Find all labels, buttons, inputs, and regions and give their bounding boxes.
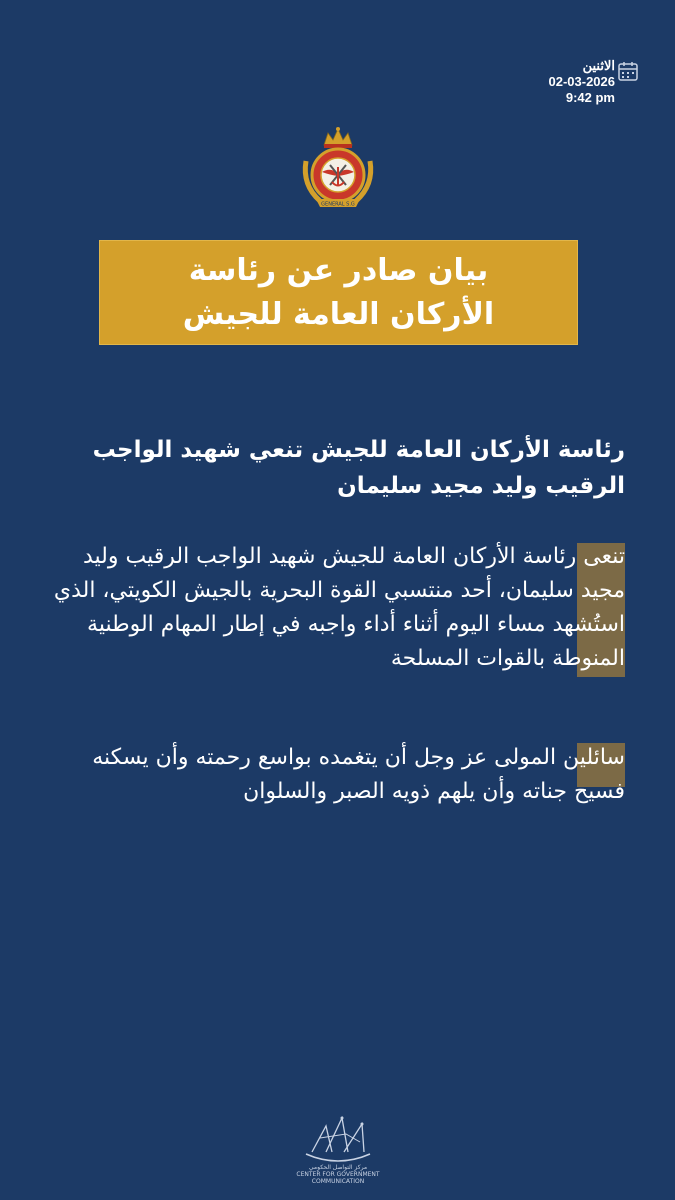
date-label: 02-03-2026 — [548, 74, 615, 89]
footer-caption — [296, 1164, 380, 1185]
statement-title-box — [99, 240, 578, 345]
statement-heading — [40, 432, 625, 504]
date-time-block — [475, 58, 615, 106]
day-label: الاثنين — [582, 58, 615, 73]
calendar-icon — [617, 60, 639, 82]
heading-line-1: رئاسة الأركان العامة للجيش تنعي شهيد الواجب — [92, 437, 625, 463]
army-emblem-icon — [298, 123, 378, 213]
emblem-caption: GENERAL S.G — [321, 201, 355, 208]
time-label: 9:42 pm — [565, 90, 615, 105]
title-line-1: بيان صادر عن رئاسة — [188, 252, 489, 288]
statement-paragraph-1: تنعى رئاسة الأركان العامة للجيش شهيد الواجب الرقيب وليد مجيد سليمان، أحد منتسبي القوة البحرية بالجيش الكويتي، الذي استُشهد مساء اليوم أثناء أداء واجبه في إطار المهام الوطنية المنوطة بالقوات المسلحة — [53, 544, 625, 671]
footer-arabic-name: مركز التواصل الحكومي — [308, 1164, 368, 1171]
footer-english-name: CENTER FOR GOVERNMENT COMMUNICATION — [296, 1171, 380, 1185]
statement-paragraph-2: سائلين المولى عز وجل أن يتغمده بواسع رحمته وأن يسكنه فسيح جناته وأن يلهم ذويه الصبر والسلوان — [92, 745, 625, 804]
title-line-2: الأركان العامة للجيش — [182, 296, 495, 332]
heading-line-2: الرقيب وليد مجيد سليمان — [337, 473, 625, 499]
